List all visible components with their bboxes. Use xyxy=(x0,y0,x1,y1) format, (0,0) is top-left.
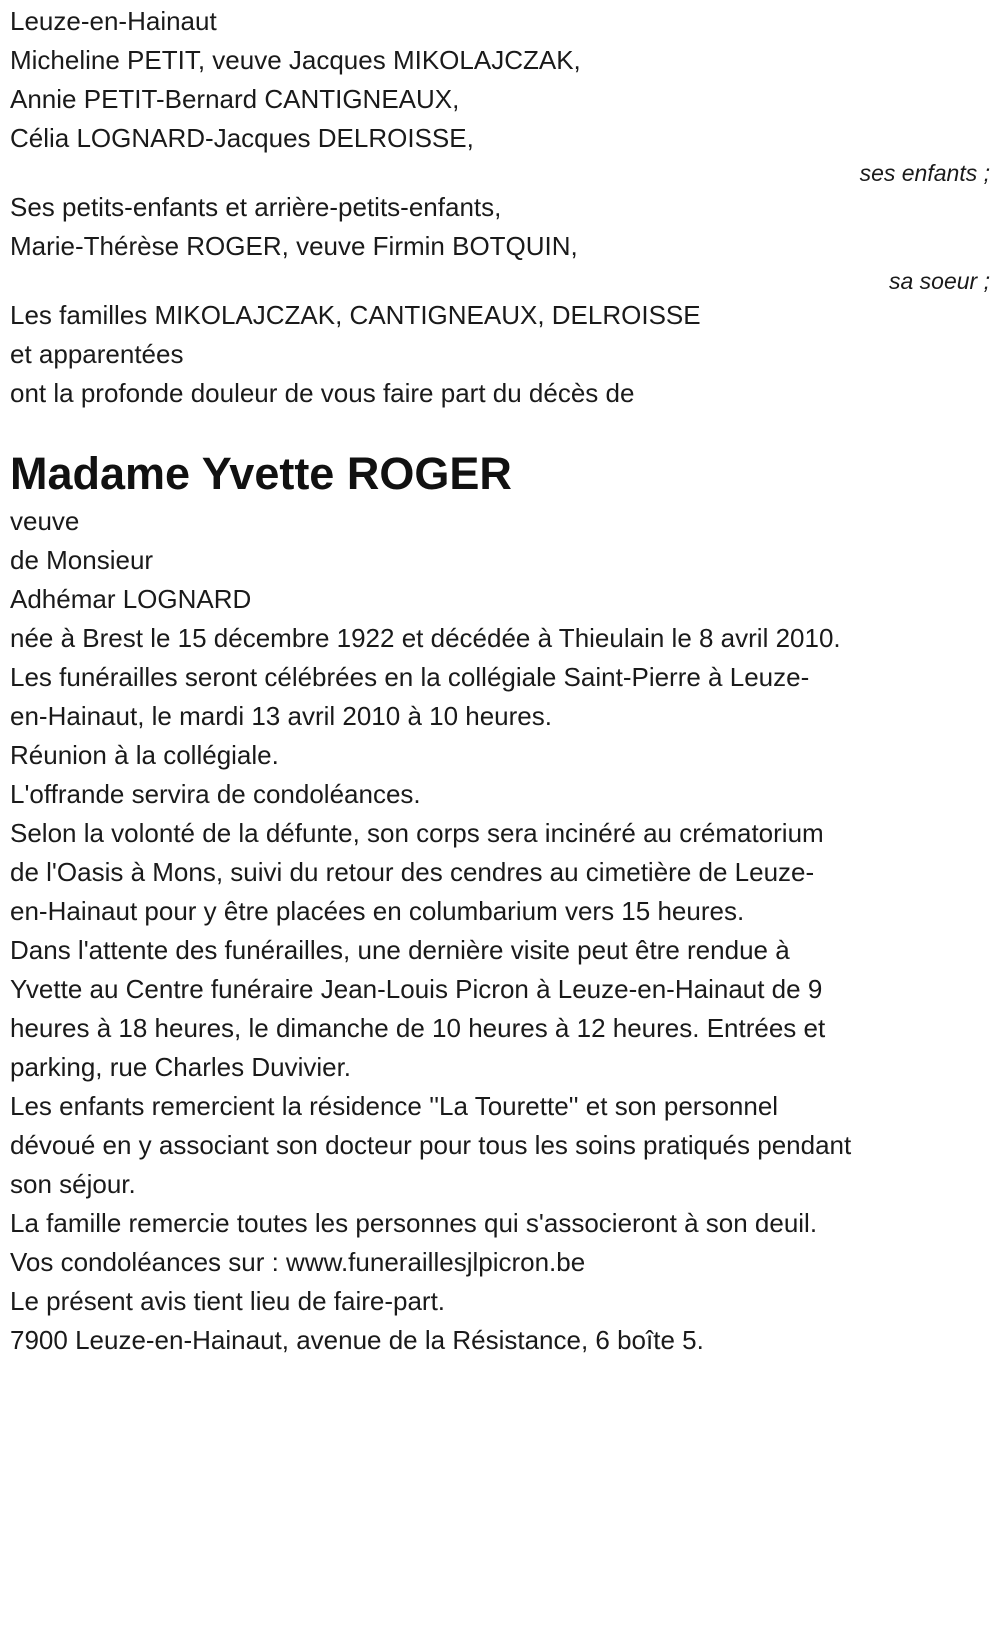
text-line: et apparentées xyxy=(10,339,184,369)
relation-label-sister: sa soeur ; xyxy=(889,268,990,294)
text-line: parking, rue Charles Duvivier. xyxy=(10,1052,352,1082)
meeting-line: Réunion à la collégiale. xyxy=(10,740,279,770)
text-line: de Monsieur xyxy=(10,545,154,575)
text-line: de l'Oasis à Mons, suivi du retour des cendres au cimetière de Leuze- xyxy=(10,857,815,887)
text-line: Les enfants remercient la résidence ''La Tourette'' et son personnel xyxy=(10,1091,779,1121)
thanks-family-line: La famille remercie toutes les personnes qui s'associeront à son deuil. xyxy=(10,1208,818,1238)
text-line: Dans l'attente des funérailles, une dernière visite peut être rendue à xyxy=(10,935,790,965)
faire-part-line: Le présent avis tient lieu de faire-part. xyxy=(10,1286,446,1316)
deceased-name-title: Madame Yvette ROGER xyxy=(10,448,512,499)
text-line: Micheline PETIT, veuve Jacques MIKOLAJCZAK, xyxy=(10,45,581,75)
text-line: Adhémar LOGNARD xyxy=(10,584,252,614)
text-line: Annie PETIT-Bernard CANTIGNEAUX, xyxy=(10,84,460,114)
address-line: 7900 Leuze-en-Hainaut, avenue de la Résistance, 6 boîte 5. xyxy=(10,1325,704,1355)
text-line: Les familles MIKOLAJCZAK, CANTIGNEAUX, DELROISSE xyxy=(10,300,701,330)
widow-of-block xyxy=(10,502,990,619)
text-line: Yvette au Centre funéraire Jean-Louis Picron à Leuze-en-Hainaut de 9 xyxy=(10,974,823,1004)
text-line: Marie-Thérèse ROGER, veuve Firmin BOTQUIN, xyxy=(10,231,578,261)
birth-death-line: née à Brest le 15 décembre 1922 et décédée à Thieulain le 8 avril 2010. xyxy=(10,623,841,653)
text-line: dévoué en y associant son docteur pour tous les soins pratiqués pendant xyxy=(10,1130,852,1160)
related-families-names xyxy=(10,296,990,374)
thanks-residence-paragraph xyxy=(10,1087,990,1204)
text-line: Célia LOGNARD-Jacques DELROISSE, xyxy=(10,123,474,153)
grandchildren-names xyxy=(10,188,990,266)
last-visit-paragraph xyxy=(10,931,990,1087)
city-line: Leuze-en-Hainaut xyxy=(10,6,217,36)
text-line: Selon la volonté de la défunte, son corps sera incinéré au crématorium xyxy=(10,818,824,848)
text-line: heures à 18 heures, le dimanche de 10 heures à 12 heures. Entrées et xyxy=(10,1013,826,1043)
offering-line: L'offrande servira de condoléances. xyxy=(10,779,421,809)
children-names xyxy=(10,41,990,158)
text-line: veuve xyxy=(10,506,80,536)
condolences-url-line: Vos condoléances sur : www.funeraillesjlpicron.be xyxy=(10,1247,586,1277)
cremation-paragraph xyxy=(10,814,990,931)
relation-label-children: ses enfants ; xyxy=(859,160,990,186)
text-line: en-Hainaut, le mardi 13 avril 2010 à 10 heures. xyxy=(10,701,552,731)
announcement-line: ont la profonde douleur de vous faire part du décès de xyxy=(10,378,635,408)
funeral-paragraph xyxy=(10,658,990,736)
text-line: en-Hainaut pour y être placées en columbarium vers 15 heures. xyxy=(10,896,745,926)
text-line: Ses petits-enfants et arrière-petits-enfants, xyxy=(10,192,502,222)
text-line: son séjour. xyxy=(10,1169,136,1199)
text-line: Les funérailles seront célébrées en la collégiale Saint-Pierre à Leuze- xyxy=(10,662,810,692)
